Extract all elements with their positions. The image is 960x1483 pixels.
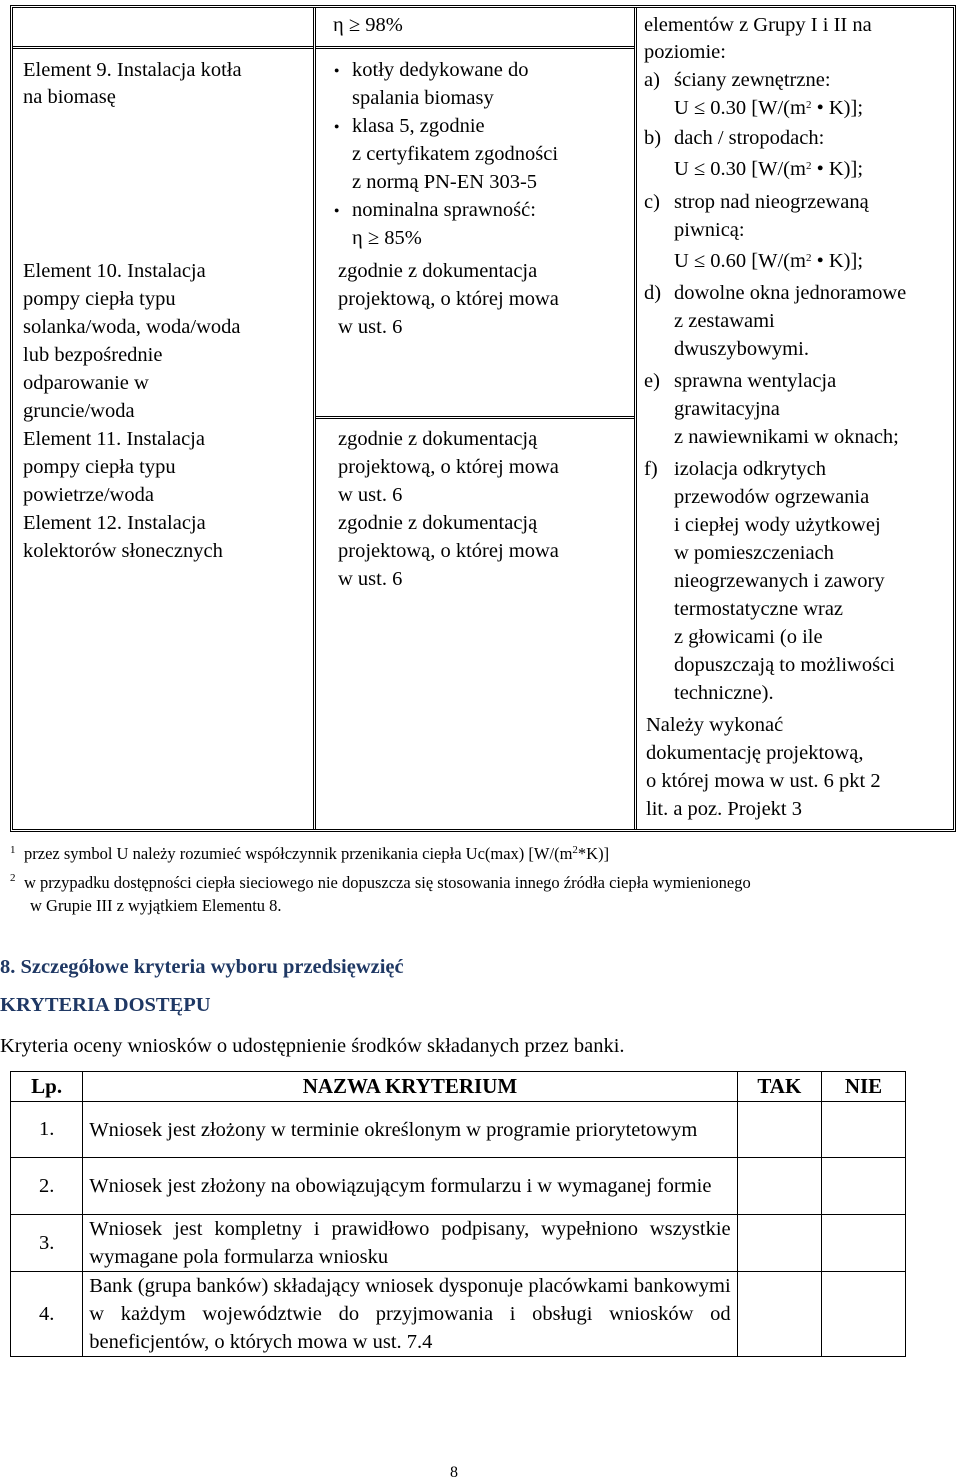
elements-table (10, 5, 956, 832)
table-row (11, 1158, 906, 1215)
page-number: 8 (450, 1464, 458, 1481)
section-intro: Kryteria oceny wniosków o udostępnienie środków składanych przez banki. (0, 1035, 625, 1057)
element-12-line-2: kolektorów słonecznych (23, 540, 223, 562)
element-10-line-4: lub bezpośrednie (23, 344, 163, 366)
element-11-line-3: powietrze/woda (23, 484, 154, 506)
section-heading: 8. Szczegółowe kryteria wyboru przedsięwzięć (0, 956, 404, 978)
item-b-text: dach / stropodach: (674, 127, 825, 149)
u-value-ceiling: U ≤ 0.60 [$W/(m^2$ • K)]; (674, 250, 864, 272)
item-f-text-cont: dopuszczają to możliwości (674, 654, 895, 676)
documentation-note-12-line-2: projektową, o której mowa (338, 540, 559, 562)
element-10-line-1: Element 10. Instalacja (23, 260, 206, 282)
element-10-line-3: solanka/woda, woda/woda (23, 316, 241, 338)
element-11-line-1: Element 11. Instalacja (23, 428, 205, 450)
criterion-text: Wniosek jest kompletny i prawidłowo podpisany, wypełniono wszystkie wymagane pola formularza wniosku (83, 1215, 737, 1272)
bullet-item-cont: z certyfikatem zgodności (352, 143, 559, 165)
documentation-note-10-line-3: w ust. 6 (338, 316, 403, 338)
outro-line-3: o której mowa w ust. 6 pkt 2 (646, 770, 881, 792)
item-f-text-cont: techniczne). (674, 682, 774, 704)
bullet-item-cont: spalania biomasy (352, 87, 494, 109)
criteria-table (10, 1071, 906, 1357)
item-d-text: dowolne okna jednoramowe (674, 282, 907, 304)
item-e-text-cont: grawitacyjna (674, 398, 780, 420)
yes-cell[interactable] (737, 1158, 821, 1215)
row-number: 2. (11, 1158, 83, 1215)
footnote-2-line-2: w Grupie III z wyjątkiem Elementu 8. (30, 896, 282, 915)
table-row (11, 1215, 906, 1272)
header-lp: Lp. (11, 1072, 83, 1102)
no-cell[interactable] (822, 1102, 906, 1158)
item-a-text: ściany zewnętrzne: (674, 69, 831, 91)
yes-cell[interactable] (737, 1272, 821, 1357)
row-divider (316, 46, 634, 49)
efficiency-98: η ≥ 98% (333, 14, 403, 36)
documentation-note-10-line-2: projektową, o której mowa (338, 288, 559, 310)
thermal-requirements-column (637, 8, 953, 829)
bullet-item: ● nominalna sprawność: (352, 197, 536, 225)
criterion-text: Wniosek jest złożony w terminie określonym w programie priorytetowym (83, 1102, 737, 1158)
element-9-line-1: Element 9. Instalacja kotła (23, 59, 242, 81)
table-row (11, 1102, 906, 1158)
no-cell[interactable] (822, 1215, 906, 1272)
row-number: 3. (11, 1215, 83, 1272)
criterion-text: Bank (grupa banków) składający wniosek dysponuje placówkami bankowymi w każdym województwie do przyjmowania i obsługi wniosków od beneficjentów, o których mowa w ust. 7.4 (83, 1272, 737, 1357)
item-f-text-cont: termostatyczne wraz (674, 598, 844, 620)
element-10-line-5: odparowanie w (23, 372, 149, 394)
item-f-text-cont: nieogrzewanych i zawory (674, 570, 885, 592)
documentation-note-12-line-3: w ust. 6 (338, 568, 403, 590)
documentation-note-10-line-1: zgodnie z dokumentacja (338, 260, 538, 282)
item-f-text-cont: w pomieszczeniach (674, 542, 834, 564)
footnote-1: przez symbol U należy rozumieć współczynnik przenikania ciepła Uc(max) $[W/(m^2*K)]$ (24, 844, 610, 863)
item-d-text-cont: z zestawami (674, 310, 775, 332)
footnote-1-number: 1 (10, 844, 16, 856)
item-marker: b) (644, 127, 662, 149)
intro-line-1: elementów z Grupy I i II na (644, 14, 872, 36)
requirements-column (316, 8, 637, 829)
item-marker: f) (644, 458, 658, 480)
yes-cell[interactable] (737, 1102, 821, 1158)
no-cell[interactable] (822, 1158, 906, 1215)
item-f-text-cont: i ciepłej wody użytkowej (674, 514, 881, 536)
table-row (11, 1272, 906, 1357)
intro-line-2: poziomie: (644, 41, 726, 63)
section-subheading: KRYTERIA DOSTĘPU (0, 994, 211, 1016)
row-divider (13, 46, 313, 49)
header-yes: TAK (737, 1072, 821, 1102)
element-10-line-6: gruncie/woda (23, 400, 135, 422)
criteria-header-row (11, 1072, 906, 1102)
outro-line-4: lit. a poz. Projekt 3 (646, 798, 803, 820)
header-no: NIE (822, 1072, 906, 1102)
bullet-item: ● klasa 5, zgodnie (352, 113, 485, 141)
element-9-line-2: na biomasę (23, 86, 116, 108)
row-number: 1. (11, 1102, 83, 1158)
element-12-line-1: Element 12. Instalacja (23, 512, 206, 534)
u-value-walls: U ≤ 0.30 [$W/(m^2$ • K)]; (674, 97, 864, 119)
row-number: 4. (11, 1272, 83, 1357)
documentation-note-12-line-1: zgodnie z dokumentacją (338, 512, 538, 534)
item-marker: d) (644, 282, 662, 304)
documentation-note-11-line-1: zgodnie z dokumentacją (338, 428, 538, 450)
element-10-line-2: pompy ciepła typu (23, 288, 176, 310)
efficiency-85: η ≥ 85% (352, 227, 422, 249)
item-marker: a) (644, 69, 660, 91)
item-e-text: sprawna wentylacja (674, 370, 837, 392)
item-d-text-cont: dwuszybowymi. (674, 338, 809, 360)
footnote-2-number: 2 (10, 872, 16, 884)
header-name: NAZWA KRYTERIUM (83, 1072, 737, 1102)
yes-cell[interactable] (737, 1215, 821, 1272)
bullet-item-cont: z normą PN-EN 303-5 (352, 171, 538, 193)
item-c-text: strop nad nieogrzewaną (674, 191, 869, 213)
item-f-text: izolacja odkrytych (674, 458, 826, 480)
row-divider (316, 416, 634, 419)
item-f-text-cont: z głowicami (o ile (674, 626, 823, 648)
item-marker: c) (644, 191, 660, 213)
outro-line-1: Należy wykonać (646, 714, 784, 736)
u-value-roof: U ≤ 0.30 [$W/(m^2$ • K)]; (674, 158, 864, 180)
item-c-text-cont: piwnicą: (674, 219, 745, 241)
item-marker: e) (644, 370, 660, 392)
bullet-item: ● kotły dedykowane do (352, 57, 529, 85)
element-11-line-2: pompy ciepła typu (23, 456, 176, 478)
outro-line-2: dokumentację projektową, (646, 742, 864, 764)
documentation-note-11-line-2: projektową, o której mowa (338, 456, 559, 478)
footnote-2-line-1: w przypadku dostępności ciepła sieciowego nie dopuszcza się stosowania innego źródła ciepła wymienionego (24, 873, 751, 892)
criterion-text: Wniosek jest złożony na obowiązującym formularzu i w wymaganej formie (83, 1158, 737, 1215)
documentation-note-11-line-3: w ust. 6 (338, 484, 403, 506)
elements-column (13, 8, 316, 829)
item-f-text-cont: przewodów ogrzewania (674, 486, 870, 508)
no-cell[interactable] (822, 1272, 906, 1357)
item-e-text-cont: z nawiewnikami w oknach; (674, 426, 899, 448)
